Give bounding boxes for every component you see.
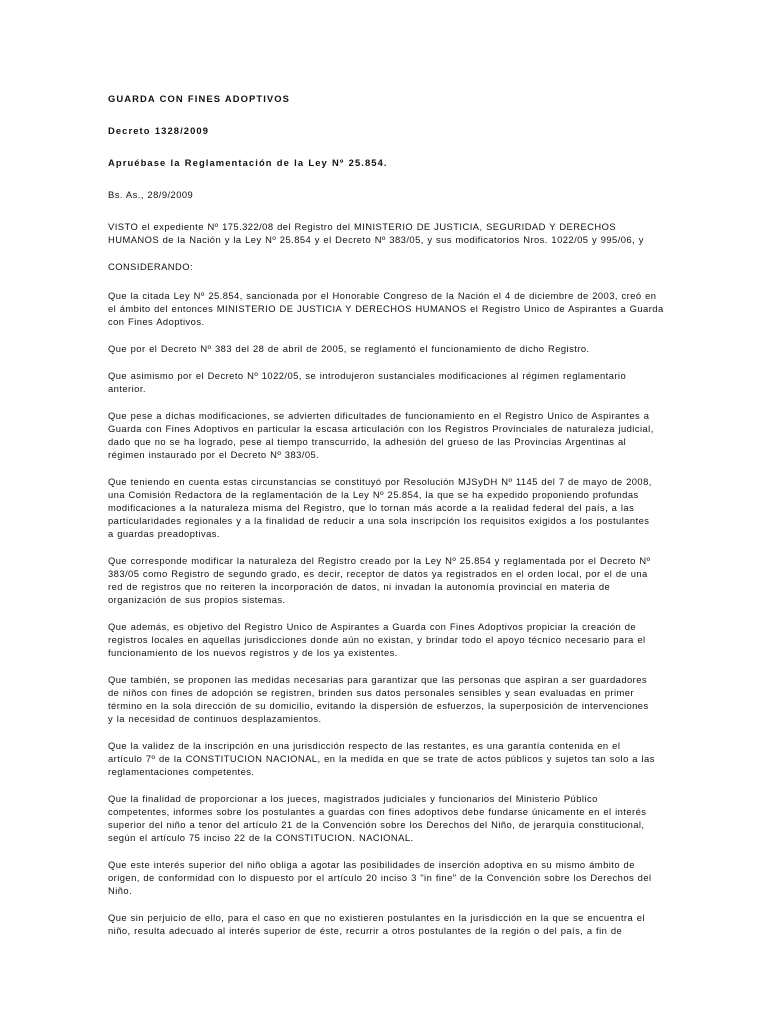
paragraph-line: Que pese a dichas modificaciones, se advierten dificultades de funcionamiento en el Registro Unico de Aspirantes a [108, 410, 650, 421]
paragraph-line: origen, de conformidad con lo dispuesto por el artículo 20 inciso 3 "in fine" de la Convención sobre los Derechos del [108, 872, 652, 883]
paragraph-line: dado que no se ha logrado, pese al tiempo transcurrido, la adhesión del grueso de las Provincias Argentinas al [108, 436, 627, 447]
document-title: GUARDA CON FINES ADOPTIVOS [108, 93, 291, 104]
paragraph-line: superior del niño a tenor del artículo 21 de la Convención sobre los Derechos del Niño, de jerarquía constitucional, [108, 819, 645, 830]
paragraph-line: Que también, se proponen las medidas necesarias para garantizar que las personas que aspiran a ser guardadores [108, 674, 648, 685]
paragraph-line: anterior. [108, 383, 146, 394]
paragraph [108, 858, 661, 897]
paragraph-line: funcionamiento de los nuevos registros y de los ya existentes. [108, 647, 398, 658]
paragraph-line: término en la sola dirección de su domicilio, evitando la dispersión de esfuerzos, la superposición de intervenciones [108, 700, 649, 711]
paragraph-line: según el artículo 75 inciso 22 de la CONSTITUCION. NACIONAL. [108, 832, 414, 843]
paragraph [108, 409, 661, 461]
paragraph [108, 620, 661, 659]
paragraph-line: competentes, informes sobre los postulantes a guardas con fines adoptivos debe fundarse únicamente en el interés [108, 806, 647, 817]
paragraph-line: Que la citada Ley Nº 25.854, sancionada por el Honorable Congreso de la Nación el 4 de diciembre de 2003, creó en [108, 290, 657, 301]
paragraph-line: organización de sus propios sistemas. [108, 594, 286, 605]
paragraph-line: artículo 7º de la CONSTITUCION NACIONAL, en la medida en que se trate de actos públicos y sujetos tan solo a las [108, 753, 655, 764]
paragraph [108, 289, 664, 328]
visto-paragraph [108, 220, 661, 246]
paragraph-line: Que asimismo por el Decreto Nº 1022/05, se introdujeron sustanciales modificaciones al régimen reglamentario [108, 370, 627, 381]
decree-summary: Apruébase la Reglamentación de la Ley Nº 25.854. [108, 157, 388, 168]
paragraph-line: de niños con fines de adopción se registren, brinden sus datos personales sensibles y sean evaluadas en primer [108, 687, 634, 698]
paragraph-line: reglamentaciones competentes. [108, 766, 255, 777]
paragraph [108, 342, 661, 355]
paragraph [108, 554, 661, 606]
paragraph-line: niño, resulta adecuado al interés superior de éste, recurrir a otros postulantes de la región o del país, a fin de [108, 925, 623, 936]
paragraph-line: régimen instaurado por el Decreto Nº 383/05. [108, 449, 320, 460]
paragraph [108, 673, 661, 725]
paragraph-line: modificaciones a la naturaleza misma del Registro, que lo tornan más acorde a la realidad federal del país, a las [108, 502, 635, 513]
paragraph [108, 475, 661, 540]
paragraph-line: Que este interés superior del niño obliga a agotar las posibilidades de inserción adoptiva en su mismo ámbito de [108, 859, 635, 870]
paragraph-line: Niño. [108, 885, 133, 896]
paragraph [108, 369, 661, 395]
paragraph-line: red de registros que no reiteren la incorporación de datos, ni invadan la autonomía provincial en materia de [108, 581, 611, 592]
paragraph-line: Que la finalidad de proporcionar a los jueces, magistrados judiciales y funcionarios del Ministerio Público [108, 793, 598, 804]
paragraph [108, 792, 661, 844]
paragraph-line: Que además, es objetivo del Registro Unico de Aspirantes a Guarda con Fines Adoptivos propiciar la creación de [108, 621, 637, 632]
paragraph-line: con Fines Adoptivos. [108, 316, 205, 327]
considerando-paragraphs [108, 289, 664, 937]
decree-number: Decreto 1328/2009 [108, 125, 210, 136]
paragraph-line: el ámbito del entonces MINISTERIO DE JUSTICIA Y DERECHOS HUMANOS el Registro Unico de Aspirantes a Guarda [108, 303, 664, 314]
paragraph-line: Que corresponde modificar la naturaleza del Registro creado por la Ley Nº 25.854 y reglamentada por el Decreto Nº [108, 555, 651, 566]
paragraph-line: Que por el Decreto Nº 383 del 28 de abril de 2005, se reglamentó el funcionamiento de dicho Registro. [108, 343, 590, 354]
paragraph [108, 739, 661, 778]
paragraph-line: Que la validez de la inscripción en una jurisdicción respecto de las restantes, es una garantía contenida en el [108, 740, 621, 751]
considerando-label: CONSIDERANDO: [108, 261, 194, 272]
paragraph-line: a guardas preadoptivas. [108, 528, 220, 539]
place-date: Bs. As., 28/9/2009 [108, 189, 194, 200]
paragraph-line: particularidades regionales y a la finalidad de reducir a una sola inscripción los requisitos exigidos a los postulantes [108, 515, 650, 526]
paragraph-line: y la necesidad de continuos desplazamientos. [108, 713, 322, 724]
paragraph-line: Que teniendo en cuenta estas circunstancias se constituyó por Resolución MJSyDH Nº 1145 del 7 de mayo de 2008, [108, 476, 652, 487]
visto-line: HUMANOS de la Nación y la Ley Nº 25.854 y el Decreto Nº 383/05, y sus modificatorios Nros. 1022/05 y 995/06, y [108, 234, 644, 245]
visto-line: VISTO el expediente Nº 175.322/08 del Registro del MINISTERIO DE JUSTICIA, SEGURIDAD Y DERECHOS [108, 221, 617, 232]
paragraph-line: una Comisión Redactora de la reglamentación de la Ley Nº 25.854, la que se ha expedido proponiendo profundas [108, 489, 639, 500]
paragraph [108, 911, 661, 937]
paragraph-line: registros locales en aquellas jurisdicciones donde aún no existan, y brindar todo el apoyo técnico necesario para el [108, 634, 646, 645]
paragraph-line: 383/05 como Registro de segundo grado, es decir, receptor de datos ya registrados en el orden local, por el de una [108, 568, 648, 579]
paragraph-line: Guarda con Fines Adoptivos en particular la escasa articulación con los Registros Provinciales de naturaleza judicial, [108, 423, 654, 434]
paragraph-line: Que sin perjuicio de ello, para el caso en que no existieren postulantes en la jurisdicción en la que se encuentra el [108, 912, 645, 923]
document-page [108, 92, 664, 951]
